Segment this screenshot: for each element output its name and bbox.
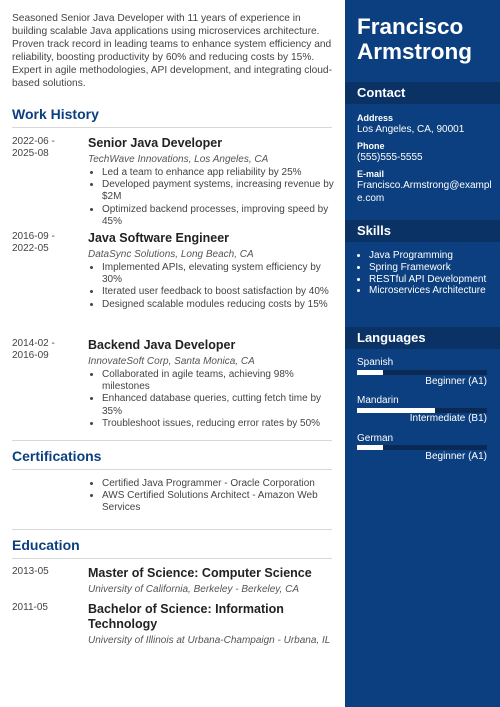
skill-item: • Spring Framework [369, 262, 494, 274]
bullet-item: • Troubleshoot issues, reducing error rates by 50% [102, 418, 334, 430]
bullet-item: • Developed payment systems, increasing revenue by $2M [102, 179, 334, 203]
skill-item: • Java Programming [369, 250, 494, 262]
certification-item: • Certified Java Programmer - Oracle Corporation [102, 478, 342, 490]
language-bar-fill [357, 370, 383, 375]
bullet-item: • Optimized backend processes, improving speed by 45% [102, 204, 334, 228]
divider [12, 440, 332, 441]
certifications-list [88, 478, 342, 515]
skills-list [357, 250, 494, 297]
phone-value: (555)555-5555 [357, 152, 423, 163]
address-value: Los Angeles, CA, 90001 [357, 124, 465, 135]
divider [12, 529, 332, 530]
language-level: Beginner (A1) [425, 376, 487, 387]
skill-item: • RESTful API Development [369, 274, 494, 286]
address-label: Address [357, 113, 394, 123]
degree-title: Master of Science: Computer Science [88, 566, 312, 580]
job-company: InnovateSoft Corp, Santa Monica, CA [88, 356, 255, 367]
school-name: University of Illinois at Urbana-Champaign - Urbana, IL [88, 635, 331, 646]
bullet-item: • Designed scalable modules reducing costs by 15% [102, 299, 334, 311]
candidate-name: Francisco Armstrong [357, 14, 473, 64]
summary-text: Seasoned Senior Java Developer with 11 years of experience in building scalable Java applications using microservices architecture. Proven track record in leading teams to enhance system efficiency and reliability, boosting productivity by 60% and reducing costs by 15%. Expert in agile methodologies, API development, and integrating cloud-based solutions. [12, 13, 332, 89]
language-name: Spanish [357, 357, 394, 368]
divider [12, 469, 332, 470]
language-bar [357, 445, 487, 450]
work-history-heading: Work History [12, 106, 99, 122]
education-date: 2011-05 [12, 602, 48, 613]
job-date: 2022-06 - 2025-08 [12, 136, 55, 159]
job-bullets [88, 167, 334, 228]
job-title: Java Software Engineer [88, 231, 230, 245]
job-bullets [88, 369, 334, 430]
language-bar [357, 370, 487, 375]
job-title: Backend Java Developer [88, 338, 236, 352]
email-label: E-mail [357, 169, 385, 179]
job-bullets [88, 262, 334, 311]
phone-label: Phone [357, 141, 385, 151]
language-level: Beginner (A1) [425, 451, 487, 462]
job-title: Senior Java Developer [88, 136, 223, 150]
job-date: 2016-09 - 2022-05 [12, 231, 55, 254]
school-name: University of California, Berkeley - Berkeley, CA [88, 584, 299, 595]
job-company: TechWave Innovations, Los Angeles, CA [88, 154, 269, 165]
contact-heading: Contact [345, 82, 500, 104]
job-company: DataSync Solutions, Long Beach, CA [88, 249, 254, 260]
certifications-heading: Certifications [12, 448, 102, 464]
divider [12, 558, 332, 559]
language-name: German [357, 433, 394, 444]
bullet-item: • Enhanced database queries, cutting fetch time by 35% [102, 393, 334, 417]
email-value: Francisco.Armstrong@example.com [357, 180, 492, 204]
bullet-item: • Iterated user feedback to boost satisfaction by 40% [102, 286, 334, 298]
certification-item: • AWS Certified Solutions Architect - Amazon Web Services [102, 490, 342, 514]
language-bar-fill [357, 445, 383, 450]
bullet-item: • Led a team to enhance app reliability by 25% [102, 167, 334, 179]
divider [12, 127, 332, 128]
skill-item: • Microservices Architecture [369, 285, 494, 297]
bullet-item: • Implemented APIs, elevating system efficiency by 30% [102, 262, 334, 286]
job-date: 2014-02 - 2016-09 [12, 338, 55, 361]
degree-title: Bachelor of Science: Information Technology [88, 602, 284, 631]
sidebar [345, 0, 500, 707]
language-name: Mandarin [357, 395, 399, 406]
education-heading: Education [12, 537, 80, 553]
education-date: 2013-05 [12, 566, 49, 577]
language-level: Intermediate (B1) [409, 413, 487, 424]
languages-heading: Languages [345, 327, 500, 349]
bullet-item: • Collaborated in agile teams, achieving 98% milestones [102, 369, 334, 393]
skills-heading: Skills [345, 220, 500, 242]
